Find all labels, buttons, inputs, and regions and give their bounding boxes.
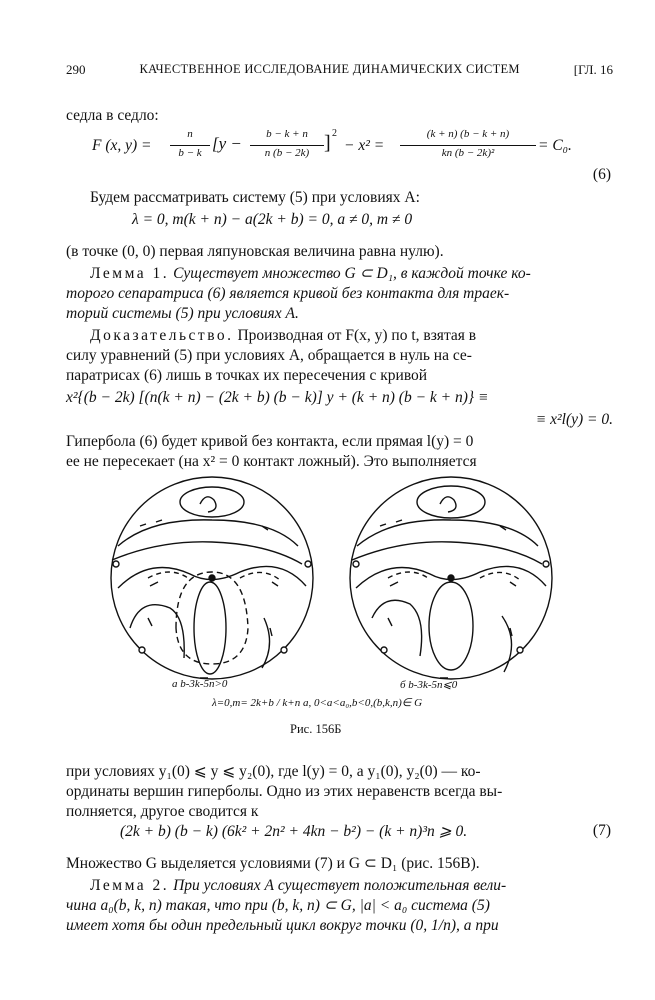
equation-long-1: x²{(b − 2k) [(n(k + n) − (2k + b) (b − k)] y + (k + n) (b − k + n)} ≡ <box>66 389 489 406</box>
figure-156B <box>0 468 655 728</box>
lemma1-line <box>66 264 613 284</box>
text-line: силу уравнений (5) при условиях А, обращается в нуль на се- <box>66 347 472 364</box>
text-line: при условиях y₁(0) ⩽ y ⩽ y₂(0), где l(y) = 0, а y₁(0), y₂(0) — ко- <box>66 763 481 780</box>
lemma2-label: Лемма 2. <box>90 877 170 894</box>
running-header <box>66 62 613 78</box>
proof-text: Производная от F(x, y) по t, взятая в <box>237 327 477 344</box>
text-line: Будем рассматривать систему (5) при условиях А: <box>90 189 420 206</box>
proof-label: Доказательство. <box>90 327 234 344</box>
lemma2-text: При условиях А существует положительная вели- <box>173 877 507 894</box>
eq6-frac2-den: n (b − 2k) <box>264 147 310 159</box>
equation-6 <box>92 128 592 168</box>
conditions-A: λ = 0, m(k + n) − a(2k + b) = 0, a ≠ 0, m ≠ 0 <box>132 211 413 228</box>
eq6-left: F (x, y) = <box>92 137 152 154</box>
eq6-frac1-den: b − k <box>178 147 202 159</box>
text-line: имеет хотя бы один предельный цикл вокруг точки (0, 1/n), а при <box>66 917 499 934</box>
text-line: Множество G выделяется условиями (7) и G ⊂ D₁ (рис. 156В). <box>66 855 480 872</box>
proof-line <box>66 326 613 346</box>
text-line: полняется, другое сводится к <box>66 803 259 820</box>
phase-portrait-a <box>111 477 313 679</box>
eq6-frac3-den: kn (b − 2k)² <box>441 147 495 159</box>
equation-7: (2k + b) (b − k) (6k² + 2n² + 4kn − b²) − (k + n)³n ⩾ 0. <box>120 823 468 840</box>
text-line: паратрисах (6) лишь в точках их пересечения с кривой <box>66 367 428 384</box>
page-number: 290 <box>66 62 86 77</box>
running-title: КАЧЕСТВЕННОЕ ИССЛЕДОВАНИЕ ДИНАМИЧЕСКИХ СИСТЕМ <box>139 62 520 76</box>
text-line: торий системы (5) при условиях А. <box>66 305 299 322</box>
text-line: (в точке (0, 0) первая ляпуновская величина равна нулю). <box>66 243 444 260</box>
lemma1-text: Существует множество G ⊂ D₁, в каждой точке ко- <box>173 265 531 282</box>
text-line: торого сепаратриса (6) является кривой без контакта для траек- <box>66 285 510 302</box>
chapter-ref: [ГЛ. 16 <box>573 62 613 77</box>
fraction-bar <box>400 145 536 146</box>
eq6-square: 2 <box>332 128 337 139</box>
lemma2-line <box>66 876 613 896</box>
figure-condition: λ=0,m= 2k+b / k+n a, 0<a<a₀,b<0,(b,k,n)∈ G <box>212 697 423 709</box>
equation-long-2: ≡ x²l(y) = 0. <box>535 411 613 428</box>
eq6-bracket: [y − <box>212 134 242 153</box>
eq6-right: = C₀. <box>538 137 572 154</box>
eq6-frac1-num: n <box>187 128 193 140</box>
eq7-tag: (7) <box>592 822 611 839</box>
phase-portrait-b <box>350 477 552 679</box>
lemma1-label: Лемма 1. <box>90 265 170 282</box>
eq6-mid: − x² = <box>344 137 385 154</box>
figure-caption: Рис. 156Б <box>290 722 342 736</box>
text-line: чина a₀(b, k, n) такая, что при (b, k, n) ⊂ G, |a| < a₀ система (5) <box>66 897 490 914</box>
eq6-frac3-num: (k + n) (b − k + n) <box>426 128 510 140</box>
eq6-frac2-num: b − k + n <box>266 128 308 140</box>
text-line: седла в седло: <box>66 107 159 124</box>
text-line: Гипербола (6) будет кривой без контакта, если прямая l(y) = 0 <box>66 433 474 450</box>
fraction-bar <box>250 145 324 146</box>
figure-label-a: а b-3k-5n>0 <box>172 678 228 690</box>
text-line: ординаты вершин гиперболы. Одно из этих неравенств всегда вы- <box>66 783 503 800</box>
figure-label-b: б b-3k-5n⩽0 <box>400 679 458 691</box>
fraction-bar <box>170 145 210 146</box>
eq6-bracket-end: ] <box>324 132 331 154</box>
eq6-tag: (6) <box>592 166 611 183</box>
text-line: ее не пересекает (на x² = 0 контакт ложный). Это выполняется <box>66 453 477 470</box>
